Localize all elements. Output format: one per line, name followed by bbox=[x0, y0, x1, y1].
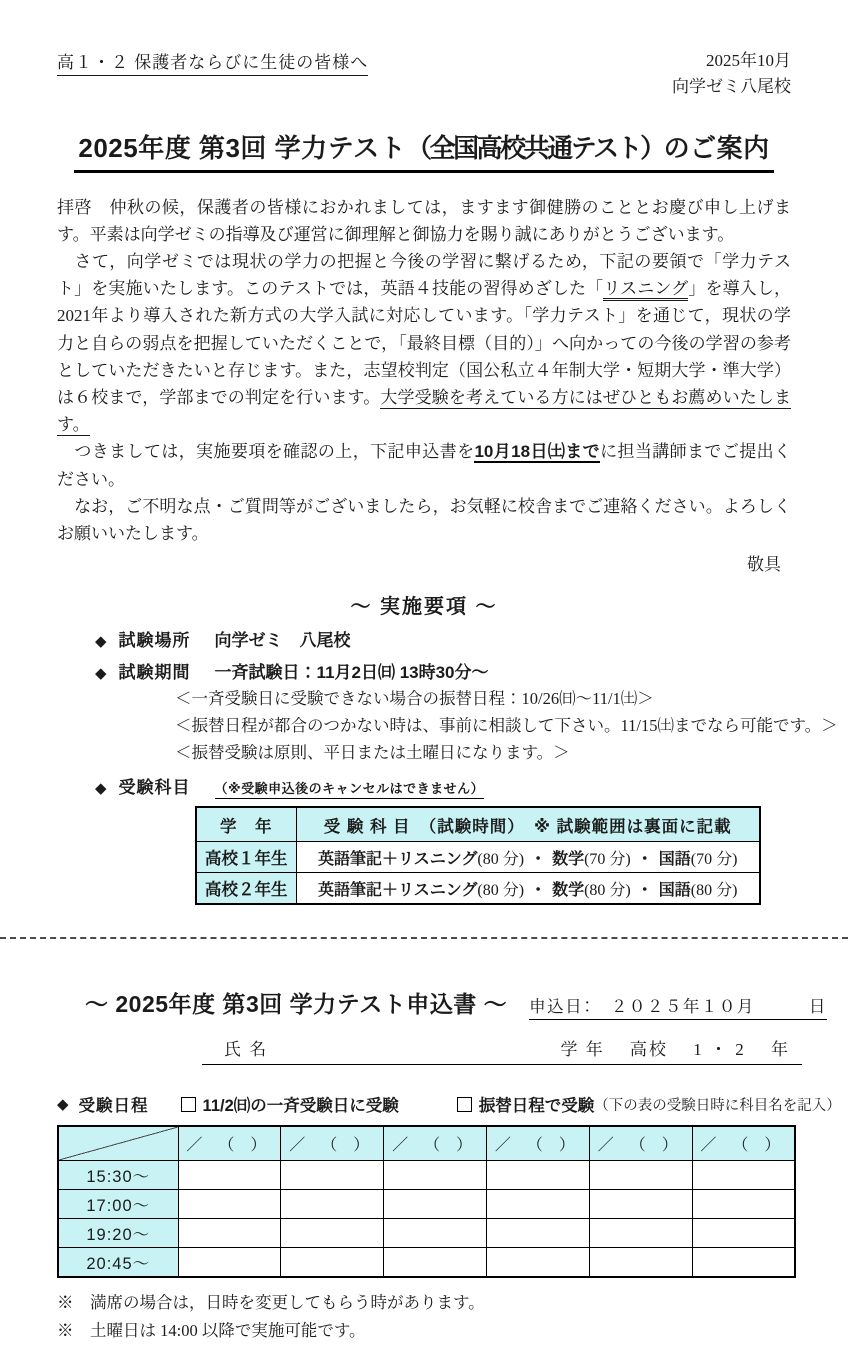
time-slot-label: 17:00〜 bbox=[58, 1190, 178, 1219]
subject-math: 数学 bbox=[552, 850, 585, 868]
note-saturday: ※ 土曜日は 14:00 以降で実施可能です。 bbox=[57, 1321, 366, 1341]
separator-dot: ・ bbox=[530, 850, 547, 868]
subject-english-time: (80 分) bbox=[477, 881, 525, 899]
p3-seg1: つきましては，実施要項を確認の上，下記申込書を bbox=[57, 442, 475, 462]
date-header-cell[interactable]: ／ （ ） bbox=[692, 1126, 795, 1161]
schedule-cell[interactable] bbox=[281, 1190, 384, 1219]
schedule-options-row bbox=[57, 1092, 841, 1116]
schedule-cell[interactable] bbox=[692, 1219, 795, 1248]
schedule-cell[interactable] bbox=[692, 1248, 795, 1278]
checkbox-icon[interactable] bbox=[457, 1097, 472, 1112]
schedule-table bbox=[57, 1125, 796, 1278]
subject-japanese: 国語 bbox=[658, 881, 691, 899]
paragraph-deadline bbox=[57, 438, 791, 492]
separator-dot: ・ bbox=[636, 850, 653, 868]
subjects-cancel-note: （※受験申込後のキャンセルはできません） bbox=[215, 778, 485, 799]
school-name: 向学ゼミ八尾校 bbox=[672, 77, 791, 97]
schedule-cell[interactable] bbox=[281, 1161, 384, 1190]
schedule-cell[interactable] bbox=[384, 1190, 487, 1219]
paragraph-main bbox=[57, 248, 791, 438]
table-row bbox=[58, 1248, 795, 1278]
apply-date-field[interactable]: 申込日： ２０２５年１０月 日 bbox=[529, 993, 827, 1020]
period-notes bbox=[175, 686, 838, 766]
p2-seg3: 」を導入し，2021年より導入された新方式の大学入試に対応しています。「学力テスト」を通じて，現状の学力と自らの弱点を把握していただくことで，「最終目標（目的）」へ向かっての今後の学習の参考としていただきたいと存じます。また，志望校判定（国公私立４年制大学・短期大学・準大学）は６校まで，学部までの判定を行います。 bbox=[57, 279, 791, 407]
schedule-cell[interactable] bbox=[281, 1219, 384, 1248]
subject-japanese-time: (70 分) bbox=[690, 850, 738, 868]
schedule-cell[interactable] bbox=[692, 1190, 795, 1219]
period-value: 一斉試験日：11月2日㈰ 13時30分〜 bbox=[214, 663, 489, 683]
location-value: 向学ゼミ 八尾校 bbox=[214, 631, 351, 651]
schedule-cell[interactable] bbox=[589, 1219, 692, 1248]
schedule-cell[interactable] bbox=[384, 1161, 487, 1190]
option-alternate-date bbox=[457, 1092, 841, 1116]
separator-dot: ・ bbox=[530, 881, 547, 899]
table-row bbox=[58, 1190, 795, 1219]
option-main-date-label: 11/2㈰の一斉受験日に受験 bbox=[202, 1097, 399, 1116]
schedule-cell[interactable] bbox=[178, 1219, 281, 1248]
paragraph-greeting: 拝啓 仲秋の候，保護者の皆様におかれましては，ますます御健勝のこととお慶び申し上げます。平素は向学ゼミの指導及び運営に御理解と御協力を賜り誠にありがとうございます。 bbox=[57, 197, 791, 244]
checkbox-icon[interactable] bbox=[181, 1097, 196, 1112]
outline-heading: 〜 実施要項 〜 bbox=[350, 596, 498, 619]
header-right-block bbox=[672, 48, 791, 101]
title-tail: のご案内 bbox=[663, 132, 770, 163]
subject-math-time: (80 分) bbox=[584, 881, 631, 899]
schedule-cell[interactable] bbox=[178, 1248, 281, 1278]
schedule-cell[interactable] bbox=[486, 1190, 589, 1219]
outline-item-period bbox=[95, 658, 791, 683]
period-note-1: ＜一斉受験日に受験できない場合の振替日程：10/26㈰〜11/1㈯＞ bbox=[175, 689, 654, 709]
location-label: 試験場所 bbox=[118, 631, 191, 651]
grade-cell: 高校１年生 bbox=[196, 842, 296, 873]
letter-body bbox=[57, 194, 791, 547]
table-row bbox=[58, 1161, 795, 1190]
schedule-cell[interactable] bbox=[486, 1219, 589, 1248]
period-label: 試験期間 bbox=[118, 663, 191, 683]
subject-english: 英語筆記＋リスニング bbox=[318, 850, 478, 868]
table-row bbox=[196, 873, 760, 905]
schedule-cell[interactable] bbox=[589, 1248, 692, 1278]
option-alternate-note: （下の表の受験日時に科目名を記入） bbox=[594, 1097, 841, 1114]
subject-japanese: 国語 bbox=[658, 850, 691, 868]
p2-listening-emphasis: リスニング bbox=[603, 279, 688, 301]
name-grade-line[interactable] bbox=[202, 1035, 802, 1065]
subject-math-time: (70 分) bbox=[584, 850, 631, 868]
diamond-icon: ◆ bbox=[95, 780, 107, 798]
footer-notes bbox=[57, 1289, 791, 1345]
title-paren: （全国高校共通テスト） bbox=[406, 132, 664, 163]
schedule-cell[interactable] bbox=[384, 1248, 487, 1278]
subjects-header-row bbox=[196, 807, 760, 842]
schedule-cell[interactable] bbox=[384, 1219, 487, 1248]
subjects-table bbox=[195, 806, 761, 905]
note-full-seats: ※ 満席の場合は，日時を変更してもらう時があります。 bbox=[57, 1293, 485, 1313]
schedule-header-row bbox=[58, 1126, 795, 1161]
date-header-cell[interactable]: ／ （ ） bbox=[178, 1126, 281, 1161]
subjects-label: 受験科目 bbox=[118, 778, 191, 798]
schedule-cell[interactable] bbox=[178, 1190, 281, 1219]
time-slot-label: 20:45〜 bbox=[58, 1248, 178, 1278]
name-label: 氏 名 bbox=[224, 1040, 269, 1060]
outline-item-location bbox=[95, 626, 791, 651]
separator-dot: ・ bbox=[636, 881, 653, 899]
diagonal-corner-cell bbox=[58, 1126, 178, 1161]
schedule-cell[interactable] bbox=[692, 1161, 795, 1190]
diamond-icon: ◆ bbox=[95, 665, 107, 683]
date-header-cell[interactable]: ／ （ ） bbox=[589, 1126, 692, 1161]
table-row bbox=[58, 1219, 795, 1248]
grade-cell: 高校２年生 bbox=[196, 873, 296, 905]
option-main-date bbox=[181, 1092, 399, 1116]
subject-math: 数学 bbox=[552, 881, 585, 899]
schedule-cell[interactable] bbox=[178, 1161, 281, 1190]
subjects-header-grade: 学 年 bbox=[196, 807, 296, 842]
outline-item-subjects bbox=[95, 773, 791, 799]
schedule-label: 受験日程 bbox=[78, 1097, 149, 1116]
cut-dashed-divider bbox=[0, 937, 848, 939]
paragraph-contact: なお，ご不明な点・ご質問等がございましたら，お気軽に校舎までご連絡ください。よろしくお願いいたします。 bbox=[57, 496, 791, 543]
schedule-cell[interactable] bbox=[589, 1190, 692, 1219]
p3-seg3: に担当講師までご提出ください。 bbox=[57, 442, 792, 489]
recipient-line: 高１・２ 保護者ならびに生徒の皆様へ bbox=[57, 48, 368, 76]
p2-seg1: さて，向学ゼミでは現状の学力の把握と今後の学習に繋げるため，下記の要領で「学力テスト」を実施いたします。このテストでは，英語４技能の習得めざした「 bbox=[57, 252, 791, 299]
subjects-cell bbox=[296, 842, 760, 873]
schedule-cell[interactable] bbox=[486, 1161, 589, 1190]
diamond-icon: ◆ bbox=[57, 1096, 69, 1114]
deadline-emphasis: 10月18日㈯まで bbox=[474, 442, 601, 462]
time-slot-label: 19:20〜 bbox=[58, 1219, 178, 1248]
date-header-cell[interactable]: ／ （ ） bbox=[384, 1126, 487, 1161]
closing-keigu: 敬具 bbox=[747, 555, 781, 575]
issue-date: 2025年10月 bbox=[706, 51, 791, 70]
page-title bbox=[74, 128, 773, 173]
schedule-cell[interactable] bbox=[281, 1248, 384, 1278]
title-wrap bbox=[57, 128, 791, 173]
subject-japanese-time: (80 分) bbox=[690, 881, 738, 899]
diamond-icon: ◆ bbox=[95, 633, 107, 651]
option-alternate-label: 振替日程で受験 bbox=[478, 1097, 595, 1116]
doc-header bbox=[57, 48, 791, 101]
subjects-header-subjects: 受 験 科 目 （試験時間） ※ 試験範囲は裏面に記載 bbox=[296, 807, 760, 842]
period-note-2: ＜振替日程が都合のつかない時は、事前に相談して下さい。11/15㈯までなら可能です。＞ bbox=[175, 715, 838, 735]
subjects-cell bbox=[296, 873, 760, 905]
form-title: 〜 2025年度 第3回 学力テスト申込書 〜 bbox=[85, 991, 508, 1018]
time-slot-label: 15:30〜 bbox=[58, 1161, 178, 1190]
table-row bbox=[196, 842, 760, 873]
schedule-cell[interactable] bbox=[486, 1248, 589, 1278]
date-header-cell[interactable]: ／ （ ） bbox=[486, 1126, 589, 1161]
p2-recommend-emphasis: 大学受験を考えている方にはぜひともお薦めいたします。 bbox=[57, 388, 791, 435]
title-main: 2025年度 第3回 学力テスト bbox=[78, 132, 407, 163]
date-header-cell[interactable]: ／ （ ） bbox=[281, 1126, 384, 1161]
subject-english-time: (80 分) bbox=[477, 850, 525, 868]
subject-english: 英語筆記＋リスニング bbox=[318, 881, 478, 899]
grade-label: 学 年 高校 1 ・ 2 年 bbox=[560, 1040, 790, 1060]
period-note-3: ＜振替受験は原則、平日または土曜日になります。＞ bbox=[175, 742, 570, 762]
form-title-row bbox=[85, 986, 827, 1020]
schedule-cell[interactable] bbox=[589, 1161, 692, 1190]
